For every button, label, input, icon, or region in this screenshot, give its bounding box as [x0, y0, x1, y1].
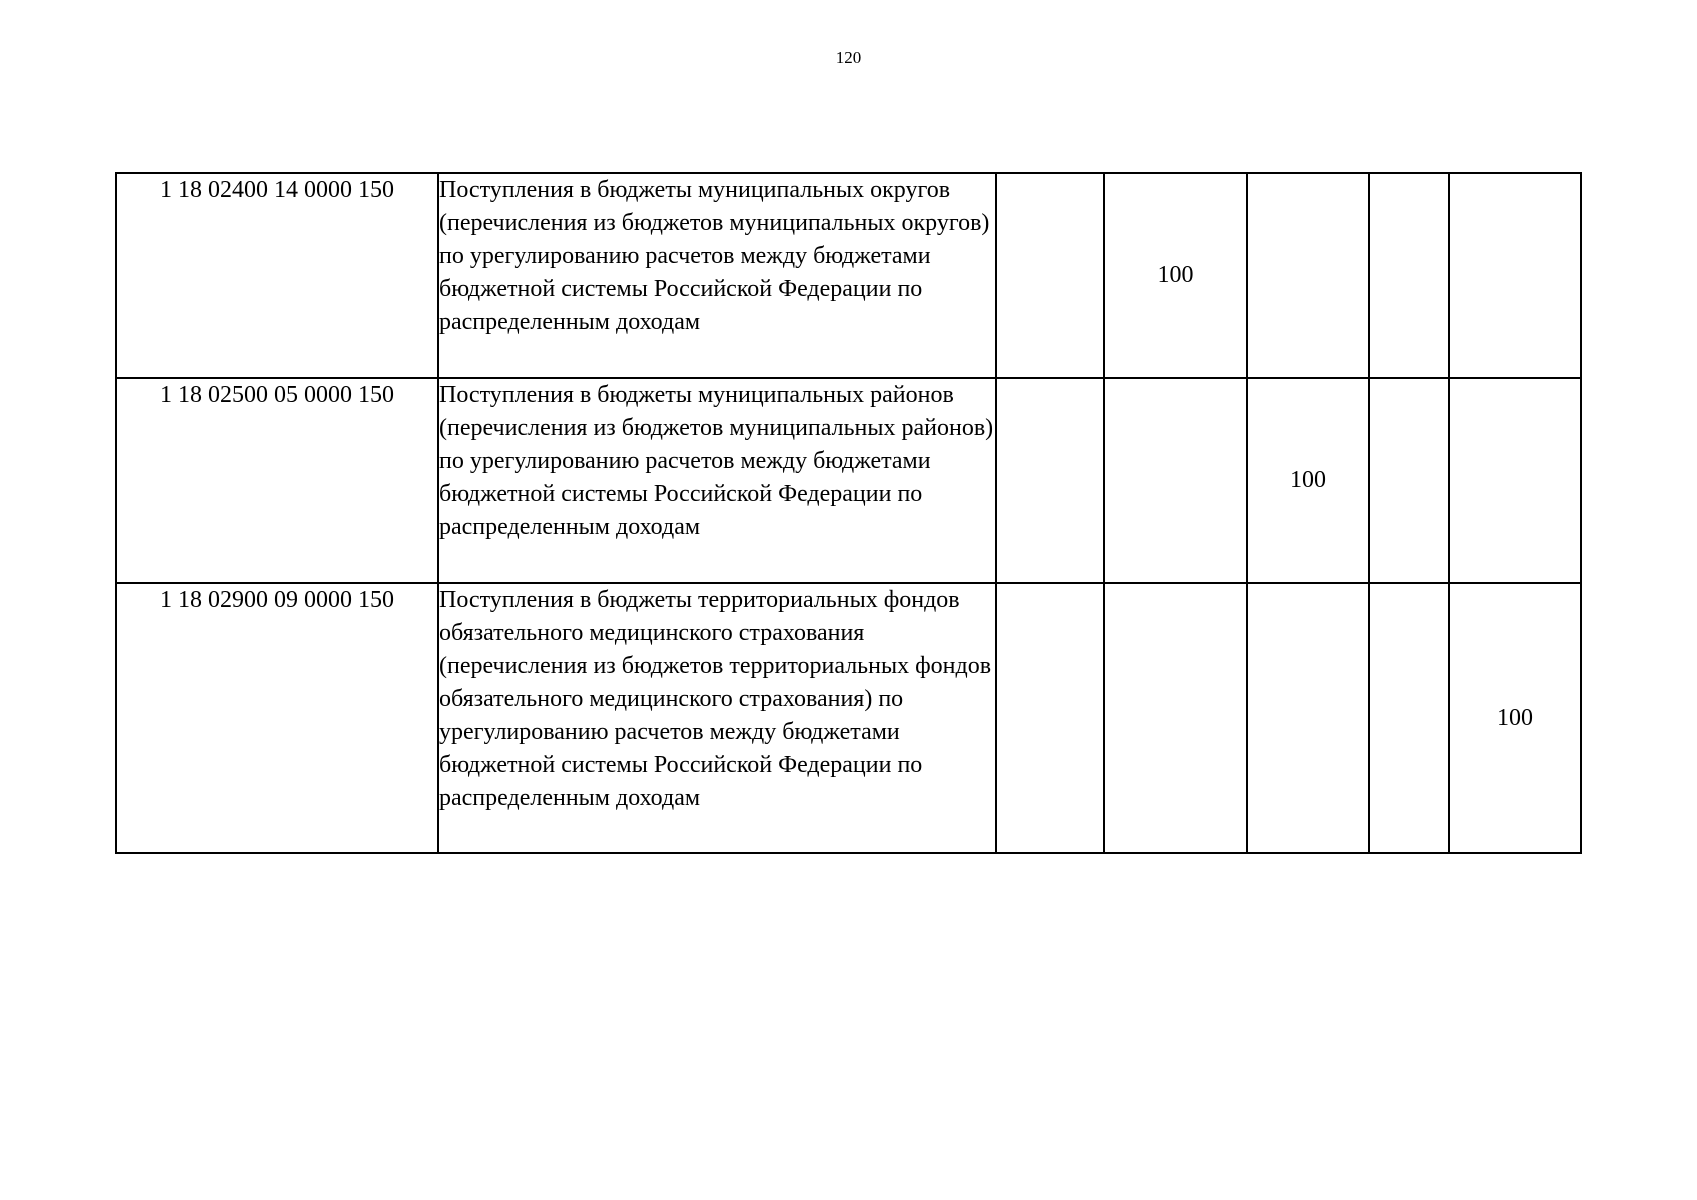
value-cell	[1247, 173, 1369, 378]
value-cell	[1369, 378, 1449, 583]
value-cell	[1104, 378, 1247, 583]
value-cell	[1449, 378, 1581, 583]
value-cell: 100	[1247, 378, 1369, 583]
value-cell	[996, 173, 1104, 378]
budget-revenue-table	[115, 172, 1582, 854]
value-cell	[1369, 583, 1449, 853]
revenue-code-cell: 1 18 02500 05 0000 150	[116, 378, 438, 583]
value-cell	[1247, 583, 1369, 853]
value-cell: 100	[1104, 173, 1247, 378]
page-number: 120	[835, 48, 862, 67]
revenue-description-cell: Поступления в бюджеты муниципальных районов (перечисления из бюджетов муниципальных районов) по урегулированию расчетов между бюджетами бюджетной системы Российской Федерации по распределенным доходам	[438, 378, 996, 583]
value-cell	[996, 583, 1104, 853]
table-row	[116, 378, 1581, 583]
revenue-description-cell: Поступления в бюджеты территориальных фондов обязательного медицинского страхования (перечисления из бюджетов территориальных фондов обязательного медицинского страхования) по урегулированию расчетов между бюджетами бюджетной системы Российской Федерации по распределенным доходам	[438, 583, 996, 853]
table-row	[116, 173, 1581, 378]
revenue-code-cell: 1 18 02900 09 0000 150	[116, 583, 438, 853]
value-cell	[1104, 583, 1247, 853]
value-cell	[1449, 173, 1581, 378]
value-cell	[996, 378, 1104, 583]
value-cell	[1369, 173, 1449, 378]
value-cell: 100	[1449, 583, 1581, 853]
revenue-code-cell: 1 18 02400 14 0000 150	[116, 173, 438, 378]
revenue-description-cell: Поступления в бюджеты муниципальных округов (перечисления из бюджетов муниципальных округов) по урегулированию расчетов между бюджетами бюджетной системы Российской Федерации по распределенным доходам	[438, 173, 996, 378]
table-row	[116, 583, 1581, 853]
